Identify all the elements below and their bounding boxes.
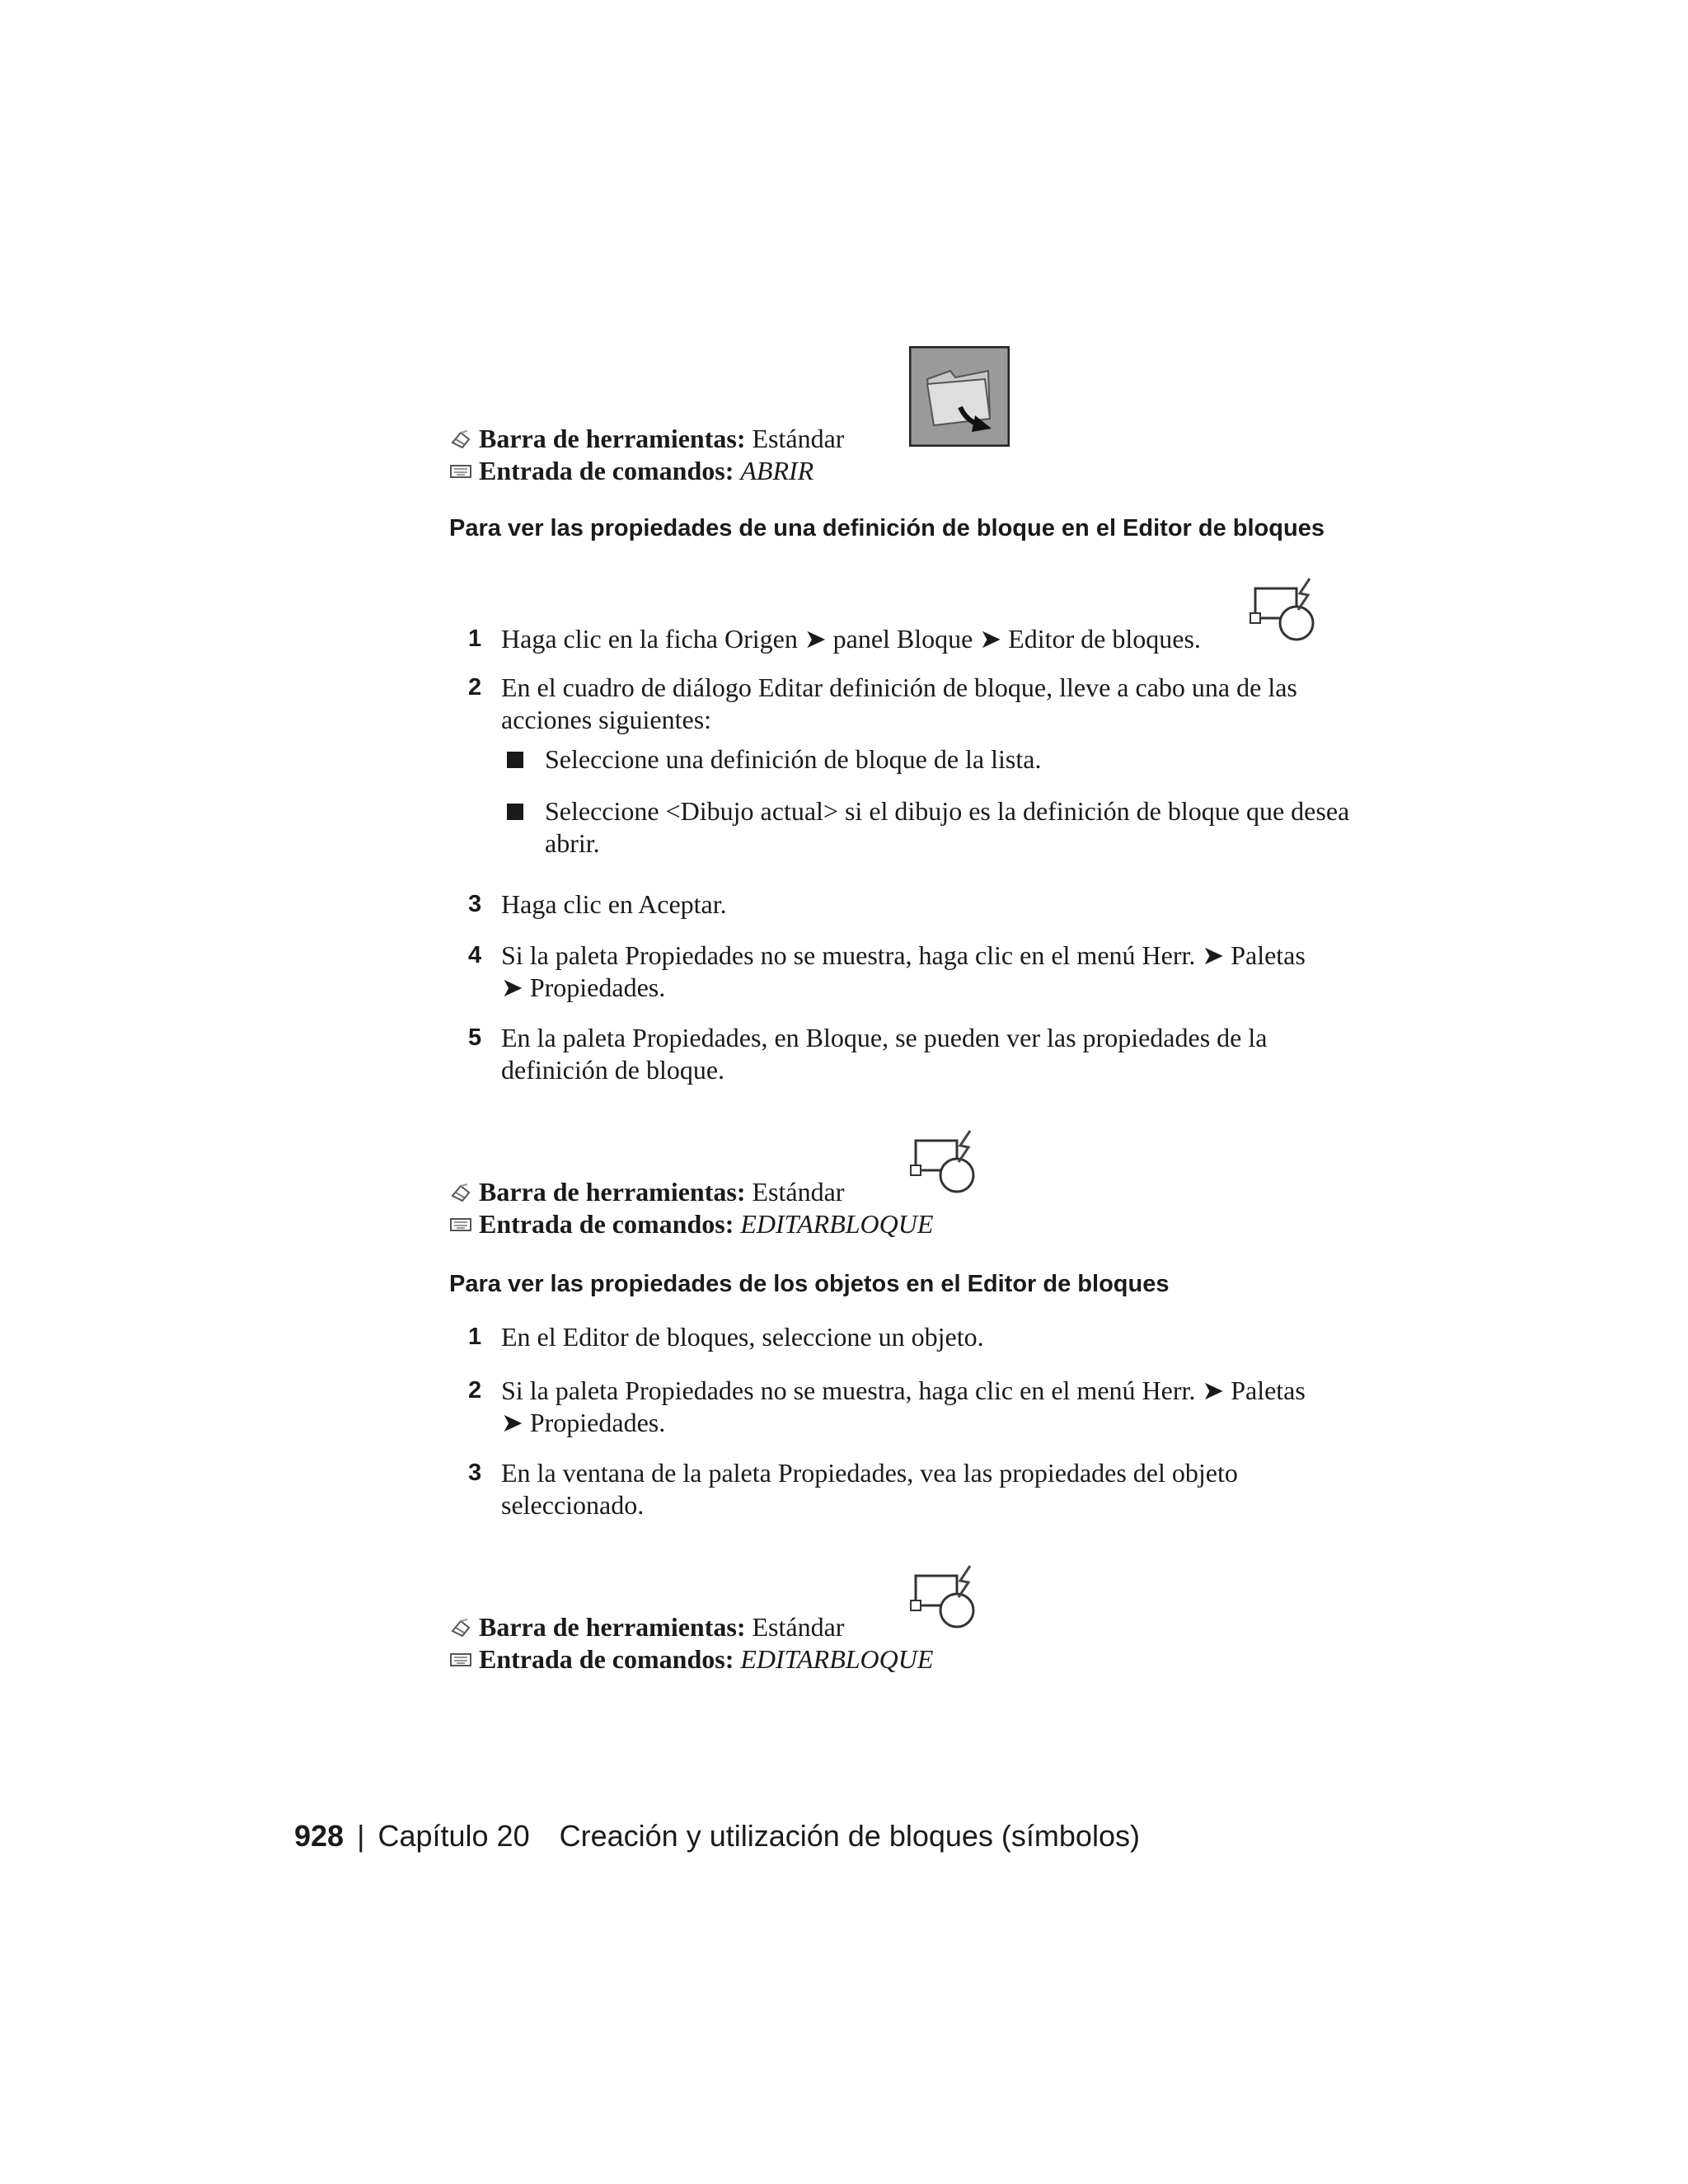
toolbar-icon	[449, 428, 472, 451]
toolbar-icon	[449, 1616, 472, 1639]
command-label: Entrada de comandos:	[479, 1644, 734, 1674]
step-number: 4	[468, 942, 482, 968]
list-item	[468, 1375, 1325, 1439]
block-editor-icon	[909, 1564, 982, 1632]
keyboard-icon	[449, 1213, 472, 1236]
step-text: Haga clic en Aceptar.	[501, 889, 727, 919]
block-editor-icon	[909, 1129, 982, 1197]
command-line	[449, 1208, 933, 1240]
list-item	[468, 940, 1325, 1004]
step-number: 1	[468, 626, 482, 652]
step-number: 3	[468, 891, 482, 917]
step-number: 3	[468, 1460, 482, 1486]
step-number: 2	[468, 674, 482, 701]
bullet-text: Seleccione una definición de bloque de la lista.	[545, 744, 1042, 774]
footer-separator: |	[357, 1819, 365, 1853]
toolbar-value: Estándar	[752, 1612, 845, 1642]
chapter-label: Capítulo 20	[377, 1819, 530, 1853]
toolbar-line	[449, 1176, 844, 1208]
bullet-text: Seleccione <Dibujo actual> si el dibujo es la definición de bloque que desea abrir.	[545, 796, 1350, 858]
keyboard-icon	[449, 1648, 472, 1671]
command-line	[449, 1643, 933, 1675]
page-number: 928	[294, 1819, 345, 1853]
step-text: En la ventana de la paleta Propiedades, vea las propiedades del objeto seleccionado.	[501, 1458, 1238, 1520]
step-number: 2	[468, 1377, 482, 1404]
command-label: Entrada de comandos:	[479, 1209, 734, 1239]
open-folder-icon	[909, 346, 1010, 447]
step-text: En el Editor de bloques, seleccione un objeto.	[501, 1322, 984, 1352]
command-value: EDITARBLOQUE	[740, 1644, 934, 1674]
toolbar-value: Estándar	[752, 1177, 845, 1207]
section-heading: Para ver las propiedades de los objetos en el Editor de bloques	[449, 1271, 1170, 1297]
bullet-marker	[507, 752, 523, 768]
step-text: En la paleta Propiedades, en Bloque, se pueden ver las propiedades de la definición de bloque.	[501, 1023, 1268, 1085]
command-line	[449, 455, 814, 487]
toolbar-label: Barra de herramientas:	[479, 424, 746, 453]
page-footer	[294, 1819, 1140, 1854]
command-value: EDITARBLOQUE	[740, 1209, 934, 1239]
step-text: Si la paleta Propiedades no se muestra, haga clic en el menú Herr. ➤ Paletas ➤ Propiedades.	[501, 1376, 1306, 1437]
list-item	[468, 1321, 1367, 1353]
command-label: Entrada de comandos:	[479, 456, 734, 485]
step-text: En el cuadro de diálogo Editar definición de bloque, lleve a cabo una de las acciones siguientes:	[501, 673, 1297, 734]
list-item	[468, 1022, 1367, 1086]
toolbar-label: Barra de herramientas:	[479, 1177, 746, 1207]
list-item	[468, 672, 1367, 736]
list-item	[468, 1457, 1342, 1521]
step-text: Si la paleta Propiedades no se muestra, haga clic en el menú Herr. ➤ Paletas ➤ Propiedades.	[501, 940, 1306, 1002]
toolbar-line	[449, 423, 844, 455]
list-item	[468, 888, 1367, 921]
toolbar-icon	[449, 1181, 472, 1204]
toolbar-label: Barra de herramientas:	[479, 1612, 746, 1642]
section-heading: Para ver las propiedades de una definición de bloque en el Editor de bloques	[449, 515, 1325, 541]
bullet-item	[507, 795, 1373, 860]
toolbar-line	[449, 1611, 844, 1643]
step-text: Haga clic en la ficha Origen ➤ panel Bloque ➤ Editor de bloques.	[501, 624, 1201, 654]
list-item	[468, 623, 1367, 655]
step-number: 5	[468, 1024, 482, 1051]
command-value: ABRIR	[740, 456, 814, 485]
step-number: 1	[468, 1324, 482, 1350]
chapter-title: Creación y utilización de bloques (símbolos)	[559, 1819, 1140, 1853]
bullet-marker	[507, 804, 523, 820]
bullet-item	[507, 743, 1373, 776]
toolbar-value: Estándar	[752, 424, 845, 453]
keyboard-icon	[449, 460, 472, 483]
